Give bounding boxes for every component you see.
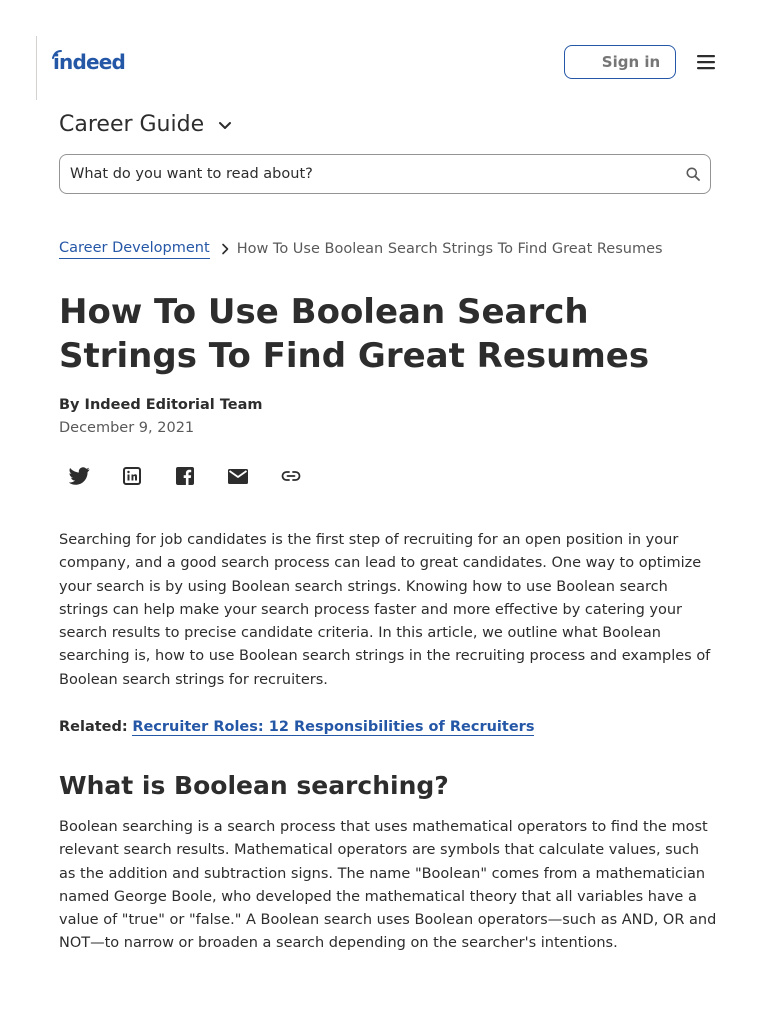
search-box [59, 154, 711, 194]
breadcrumb-career-development-link[interactable]: Career Development [59, 239, 210, 259]
related-article [59, 716, 534, 738]
logo-arc-icon [52, 50, 62, 60]
chevron-down-icon [218, 121, 232, 131]
search-icon[interactable] [686, 167, 700, 181]
email-icon[interactable] [227, 465, 249, 487]
section-heading: What is Boolean searching? [59, 771, 449, 800]
linkedin-icon[interactable] [121, 465, 143, 487]
twitter-icon[interactable] [68, 465, 90, 487]
article-intro: Searching for job candidates is the first step of recruiting for an open position in your company, and a good search process can lead to great candidates. One way to optimize your search is by using Boolean search strings. Knowing how to use Boolean search strings can help make your search process faster and more effective by catering your search results to precise candidate criteria. In this article, we outline what Boolean searching is, how to use Boolean search strings in the recruiting process and examples of Boolean search strings for recruiters. [59, 532, 711, 688]
indeed-logo[interactable] [53, 48, 125, 76]
chevron-right-icon [221, 243, 229, 255]
career-guide-label: Career Guide [59, 112, 205, 137]
related-label: Related: [59, 719, 128, 735]
left-divider [36, 36, 37, 100]
section-body: Boolean searching is a search process that uses mathematical operators to find the most relevant search results. Mathematical operators are symbols that calculate values, such as the addition and subtraction signs. The name "Boolean" comes from a mathematician named George Boole, who developed the mathematical theory that all variables have a value of "true" or "false." A Boolean search uses Boolean operators—such as AND, OR and NOT—to narrow or broaden a search depending on the searcher's intentions. [59, 819, 717, 952]
breadcrumb-current: How To Use Boolean Search Strings To Find Great Resumes [236, 241, 663, 257]
facebook-icon[interactable] [174, 465, 196, 487]
related-article-link[interactable]: Recruiter Roles: 12 Responsibilities of Recruiters [132, 719, 535, 735]
breadcrumb [59, 239, 663, 259]
page-title: How To Use Boolean Search Strings To Find Great Resumes [59, 292, 650, 376]
article-date: December 9, 2021 [59, 420, 195, 436]
search-input[interactable] [70, 155, 670, 193]
sign-in-button[interactable]: Sign in [564, 45, 676, 79]
logo-text: indeed [53, 50, 126, 74]
article-author: By Indeed Editorial Team [59, 397, 263, 413]
career-guide-dropdown[interactable] [59, 110, 232, 140]
link-icon[interactable] [280, 465, 302, 487]
hamburger-menu-icon[interactable] [696, 54, 716, 70]
